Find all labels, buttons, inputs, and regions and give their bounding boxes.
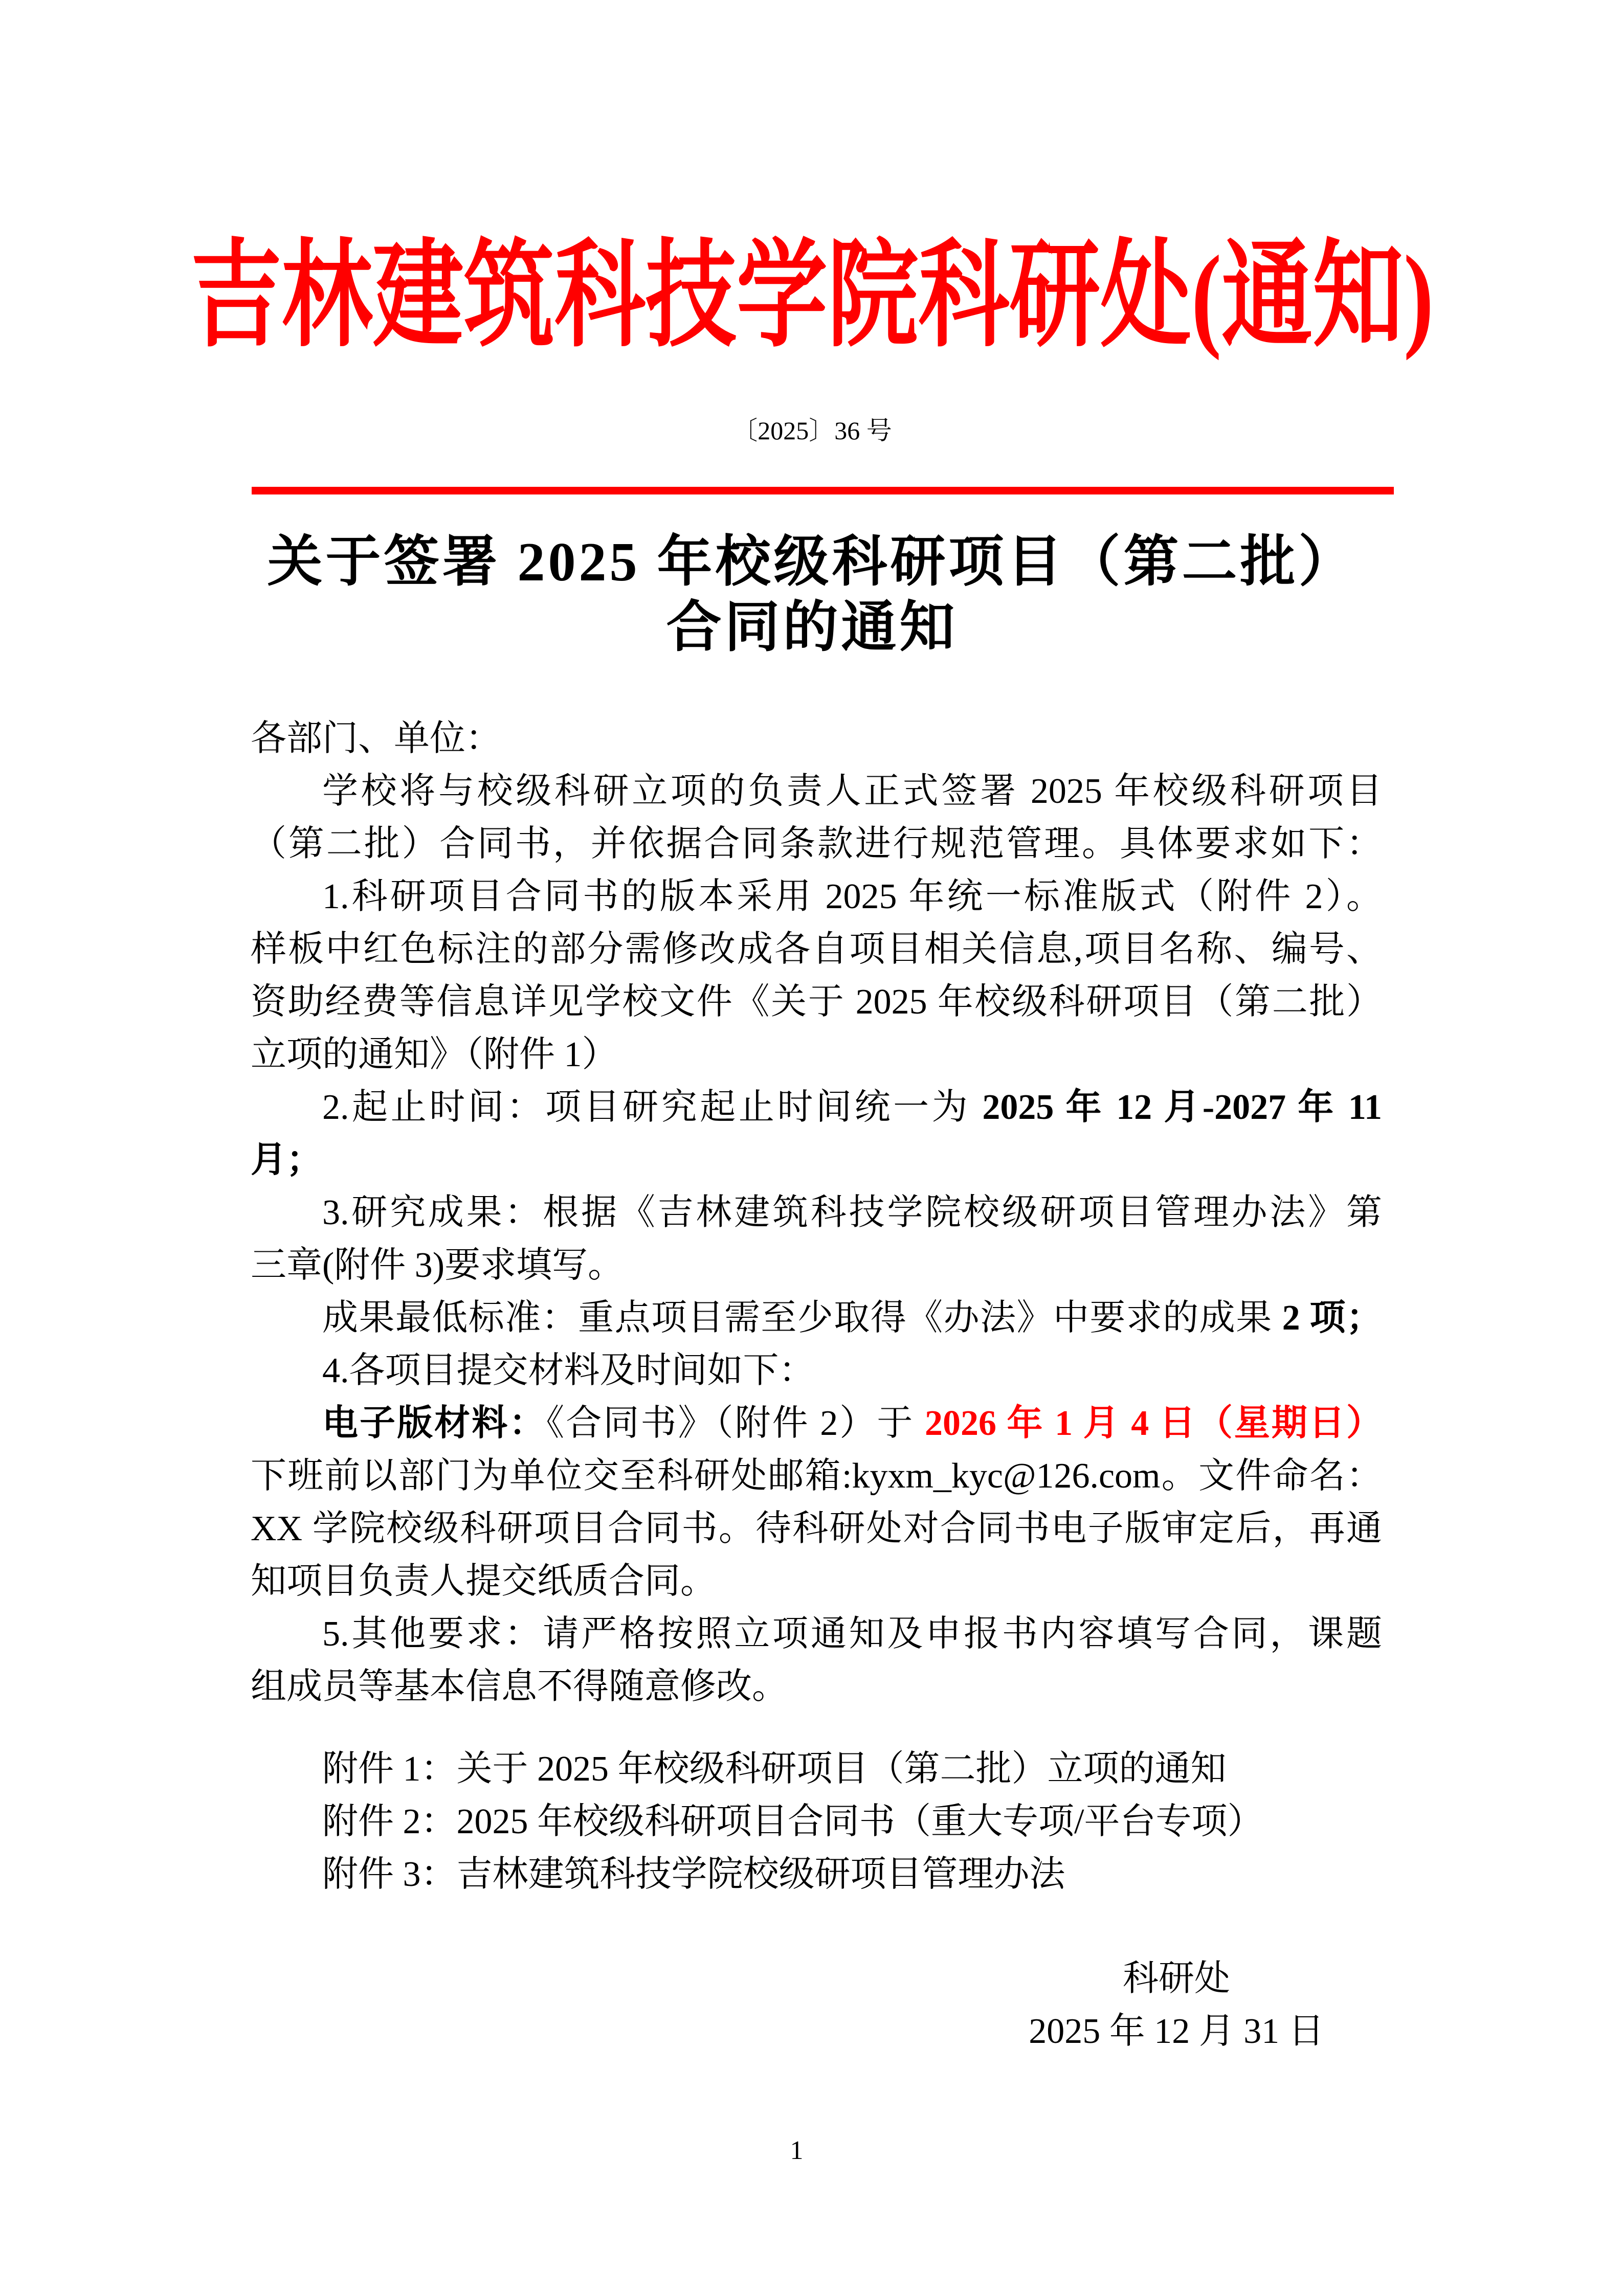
red-divider-rule	[252, 487, 1394, 494]
document-body	[251, 712, 1382, 1713]
page-number: 1	[790, 2136, 804, 2165]
agency-header-title-text: 吉林建筑科技学院科研处(通知)	[190, 232, 1434, 361]
body-bold-segment: 电子版材料：	[322, 1404, 547, 1443]
body-line: 学校将与校级科研立项的负责人正式签署 2025 年校级科研项目	[322, 772, 1382, 811]
body-line: 立项的通知》（附件 1）	[251, 1035, 618, 1074]
body-text-segment: 成果最低标准：重点项目需至少取得《办法》中要求的成果	[322, 1298, 1282, 1338]
body-line: 样板中红色标注的部分需修改成各自项目相关信息,项目名称、编号、	[251, 930, 1382, 969]
body-bold-segment: 2 项；	[1282, 1298, 1383, 1338]
body-line: 3.研究成果：根据《吉林建筑科技学院校级研项目管理办法》第	[322, 1193, 1382, 1232]
document-title	[102, 530, 1522, 661]
body-line: XX 学院校级科研项目合同书。待科研处对合同书电子版审定后，再通	[251, 1509, 1382, 1548]
body-line	[251, 1081, 1382, 1134]
document-number: 〔2025〕36 号	[732, 416, 892, 445]
body-line	[251, 1397, 1382, 1450]
body-line: 1.科研项目合同书的版本采用 2025 年统一标准版式（附件 2）。	[322, 877, 1382, 916]
body-line: （第二批）合同书，并依据合同条款进行规范管理。具体要求如下：	[251, 824, 1382, 864]
body-line: 三章(附件 3)要求填写。	[251, 1246, 624, 1285]
attachment-item-3: 附件 3：吉林建筑科技学院校级研项目管理办法	[322, 1855, 1065, 1894]
body-text-segment: 《合同书》（附件 2）于	[546, 1404, 925, 1443]
signature-department: 科研处	[1123, 1959, 1230, 1998]
attachment-item-1: 附件 1：关于 2025 年校级科研项目（第二批）立项的通知	[322, 1749, 1227, 1789]
body-line: 知项目负责人提交纸质合同。	[251, 1562, 716, 1601]
deadline-date-red-text: 2026 年 1 月 4 日（星期日）	[924, 1404, 1383, 1443]
document-title-line2: 合同的通知	[666, 597, 958, 658]
body-line	[251, 1292, 1382, 1344]
body-line: 资助经费等信息详见学校文件《关于 2025 年校级科研项目（第二批）	[251, 982, 1382, 1022]
body-text-segment: 2.起止时间：项目研究起止时间统一为	[322, 1088, 983, 1127]
salutation-line: 各部门、单位：	[251, 719, 501, 758]
body-line: 下班前以部门为单位交至科研处邮箱:kyxm_kyc@126.com。文件命名：	[251, 1456, 1382, 1496]
agency-header-title	[0, 233, 1624, 361]
body-line: 组成员等基本信息不得随意修改。	[251, 1667, 788, 1706]
attachment-item-2: 附件 2：2025 年校级科研项目合同书（重大专项/平台专项）	[322, 1802, 1263, 1841]
body-line: 月；	[251, 1140, 322, 1180]
body-line: 5.其他要求：请严格按照立项通知及申报书内容填写合同，课题	[322, 1614, 1382, 1654]
attachments-list	[251, 1743, 1382, 1901]
signature-block	[895, 1952, 1458, 2058]
body-line: 4.各项目提交材料及时间如下：	[322, 1351, 815, 1390]
body-bold-segment: 2025 年 12 月-2027 年 11	[982, 1088, 1382, 1127]
signature-date: 2025 年 12 月 31 日	[1029, 2012, 1324, 2051]
document-title-line1: 关于签署 2025 年校级科研项目（第二批）	[267, 532, 1357, 593]
